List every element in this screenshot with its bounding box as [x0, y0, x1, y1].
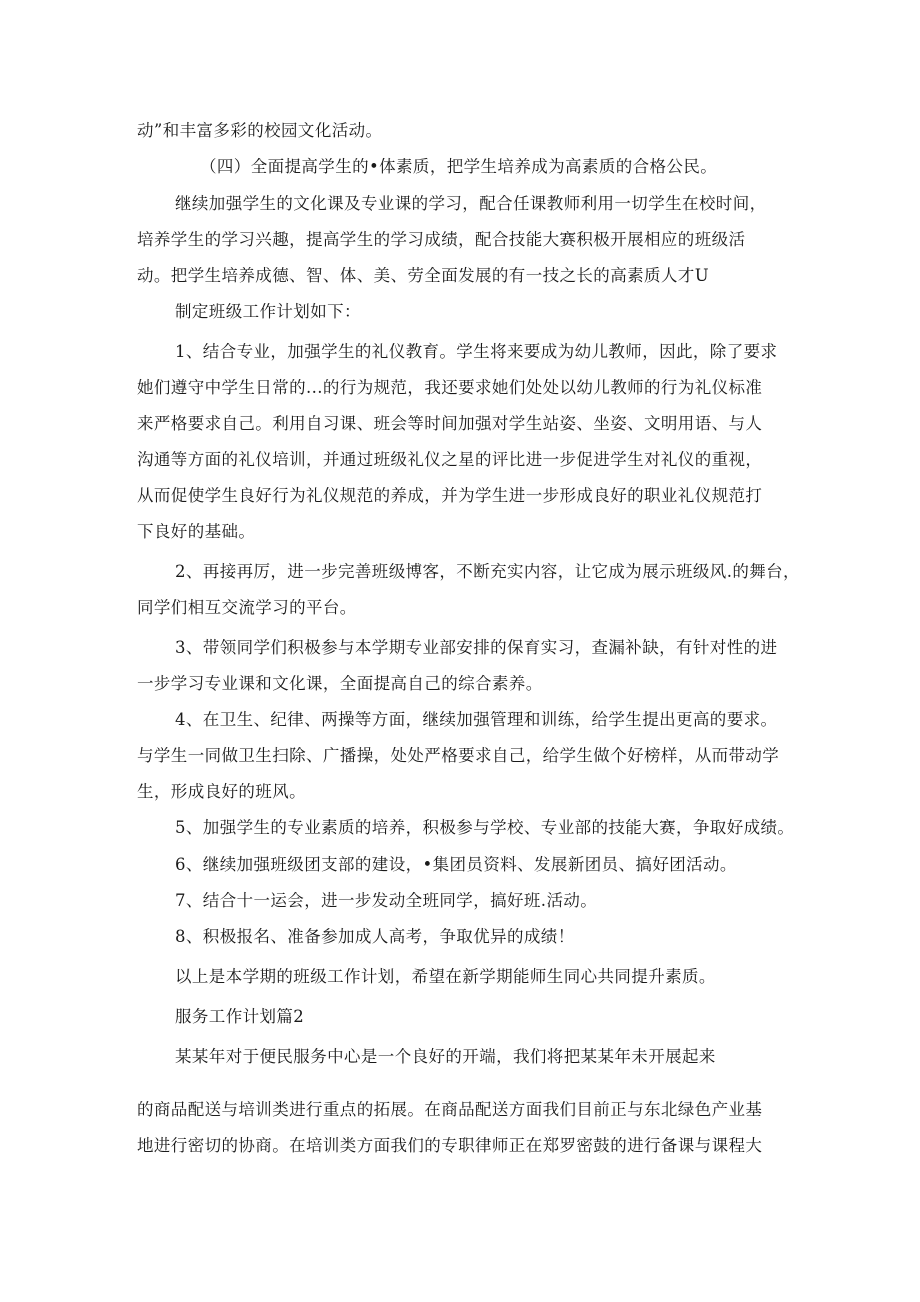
- text-line: 培养学生的学习兴趣，提高学生的学习成绩，配合技能大赛积极开展相应的班级活: [137, 230, 746, 249]
- text-line: 下良好的基础。: [137, 522, 256, 541]
- list-item-1: 1、结合专业，加强学生的礼仪教育。学生将来要成为幼儿教师，因此，除了要求: [175, 342, 778, 361]
- text-line: 动”和丰富多彩的校园文化活动。: [137, 121, 383, 140]
- text-line: 继续加强学生的文化课及专业课的学习，配合任课教师利用一切学生在校时间，: [175, 194, 767, 213]
- text-line: 沟通等方面的礼仪培训，并通过班级礼仪之星的评比进一步促进学生对礼仪的重视，: [137, 450, 763, 469]
- text-line: 的商品配送与培训类进行重点的拓展。在商品配送方面我们目前正与东北绿色产业基: [137, 1100, 763, 1119]
- text-line: 她们遵守中学生日常的...的行为规范，我还要求她们处处以幼儿教师的行为礼仪标准: [137, 378, 763, 397]
- text-line: 生，形成良好的班风。: [137, 782, 306, 801]
- text-line: 某某年对于便民服务中心是一个良好的开端，我们将把某某年未开展起来: [175, 1047, 716, 1066]
- text-line: 与学生一同做卫生扫除、广播操，处处严格要求自己，给学生做个好榜样，从而带动学: [137, 746, 780, 765]
- text-line: 一步学习专业课和文化课，全面提高自己的综合素养。: [137, 674, 543, 693]
- text-line: 动。把学生培养成德、智、体、美、劳全面发展的有一技之长的高素质人才U: [137, 266, 710, 285]
- list-item-8: 8、积极报名、准备参加成人高考，争取优异的成绩！: [175, 927, 575, 946]
- text-line: 来严格要求自己。利用自习课、班会等时间加强对学生站姿、坐姿、文明用语、与人: [137, 414, 763, 433]
- text-line: 以上是本学期的班级工作计划，希望在新学期能师生同心共同提升素质。: [175, 967, 716, 986]
- section-heading: （四）全面提高学生的•体素质，把学生培养成为高素质的合格公民。: [200, 157, 718, 176]
- list-item-4: 4、在卫生、纪律、两操等方面，继续加强管理和训练，给学生提出更高的要求。: [175, 710, 778, 729]
- section-title: 服务工作计划篇2: [175, 1007, 305, 1026]
- text-line: 同学们相互交流学习的平台。: [137, 598, 357, 617]
- text-line: 地进行密切的协商。在培训类方面我们的专职律师正在郑罗密鼓的进行备课与课程大: [137, 1136, 763, 1155]
- list-item-7: 7、结合十一运会，进一步发动全班同学，搞好班.活动。: [175, 891, 598, 910]
- text-line: 从而促使学生良好行为礼仪规范的养成，并为学生进一步形成良好的职业礼仪规范打: [137, 486, 763, 505]
- text-line: 制定班级工作计划如下：: [175, 302, 361, 321]
- list-item-5: 5、加强学生的专业素质的培养，积极参与学校、专业部的技能大赛，争取好成绩。: [175, 818, 795, 837]
- list-item-3: 3、带领同学们积极参与本学期专业部安排的保育实习，查漏补缺，有针对性的进: [175, 638, 778, 657]
- list-item-6: 6、继续加强班级团支部的建设，•集团员资料、发展新团员、搞好团活动。: [175, 855, 737, 874]
- list-item-2: 2、再接再厉，进一步完善班级博客，不断充实内容，让它成为展示班级风.的舞台，: [175, 562, 800, 581]
